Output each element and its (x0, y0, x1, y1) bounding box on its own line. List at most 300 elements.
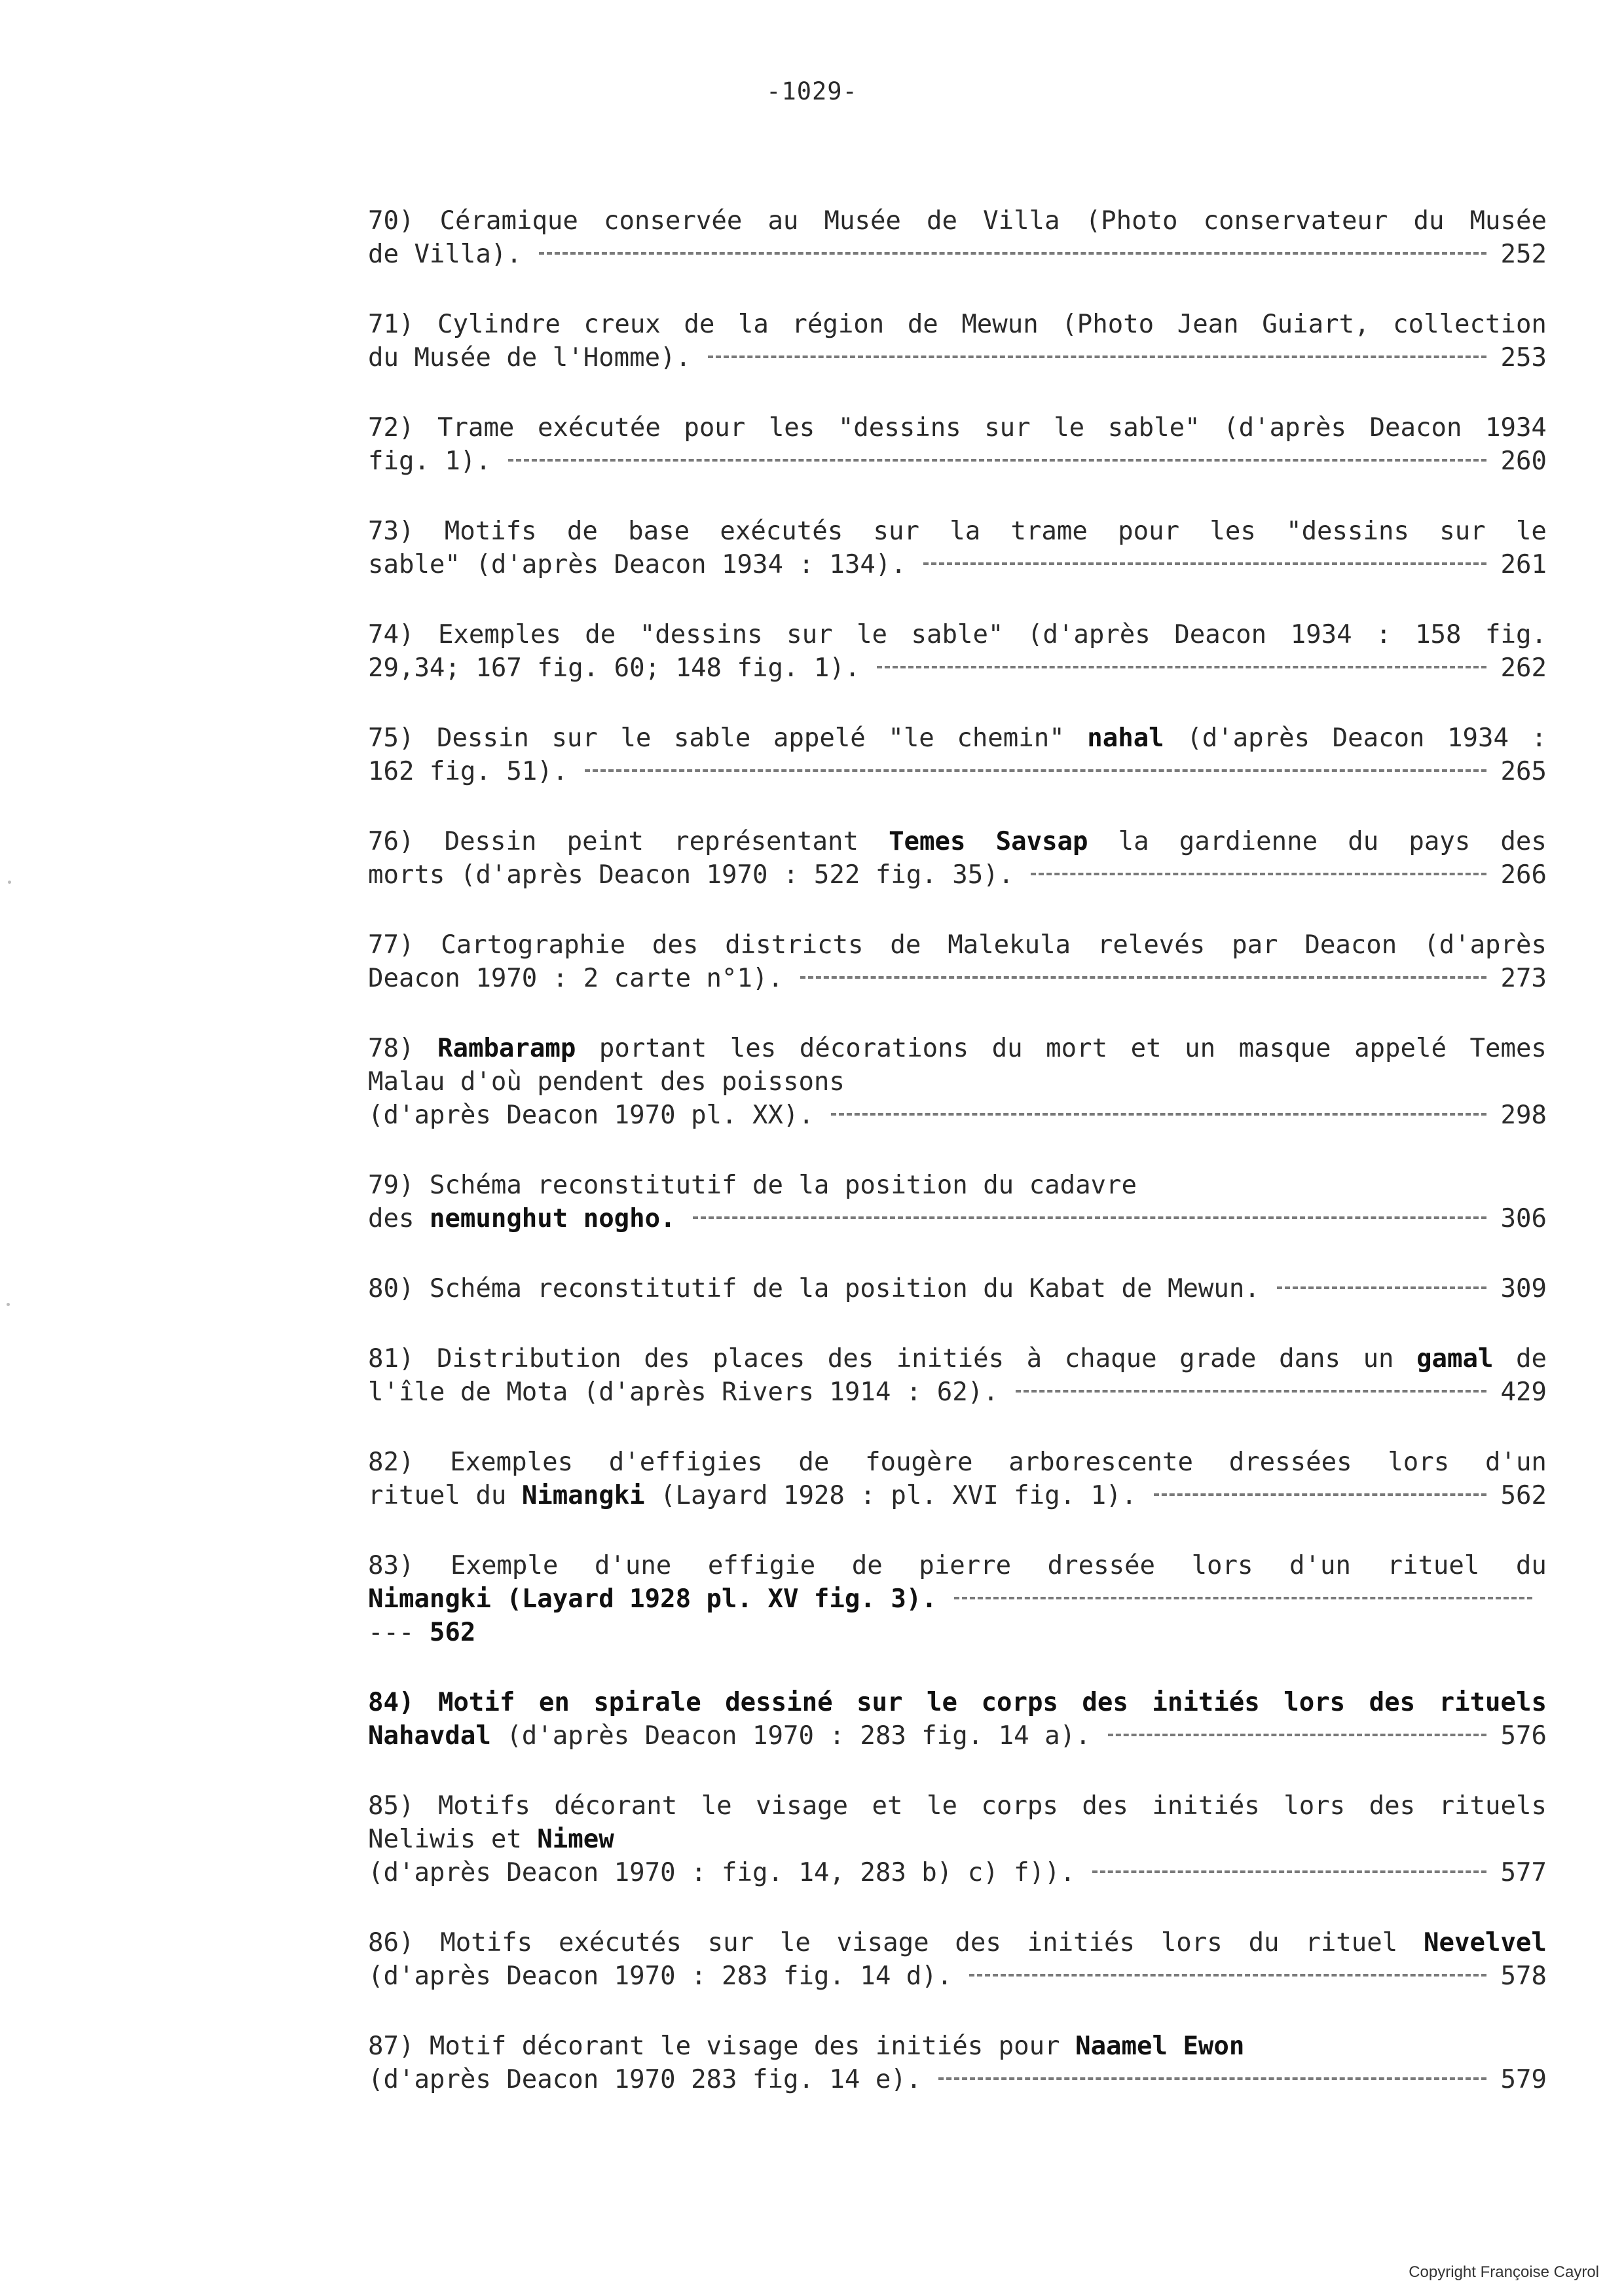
text-segment: Malau d'où pendent des poissons (368, 1067, 845, 1097)
dotted-leader (1277, 1286, 1486, 1289)
word: Exemple (450, 1551, 559, 1580)
text-segment: (d'après Deacon 1970 : 283 fig. 14 a). (490, 1721, 1091, 1751)
entry-line (368, 548, 1547, 581)
word: (Photo (1085, 206, 1178, 236)
figure-entry (368, 1549, 1547, 1649)
word: d'une (594, 1551, 672, 1580)
text-segment: rituel du (368, 1481, 522, 1510)
entry-line (368, 1065, 1547, 1099)
dotted-leader (508, 459, 1486, 462)
word: les (768, 413, 815, 443)
entry-text (368, 2030, 1244, 2063)
word: sable" (911, 620, 1004, 649)
word: Distribution (437, 1344, 621, 1374)
entry-text (368, 1272, 1260, 1305)
text-segment: morts (d'après Deacon 1970 : 522 fig. 35). (368, 860, 1014, 890)
entry-line (368, 1616, 1547, 1649)
copyright-notice: Copyright Françoise Cayrol (1409, 2263, 1599, 2281)
word: visage (756, 1791, 849, 1821)
word: grade (1179, 1344, 1257, 1374)
word: 70) (368, 206, 415, 236)
text-segment: (d'après Deacon 1970 pl. XX). (368, 1101, 814, 1130)
figure-entry (368, 825, 1547, 892)
dotted-leader (1108, 1734, 1486, 1736)
word: 71) (368, 310, 415, 339)
word: d'un (1485, 1448, 1547, 1477)
word: pierre (919, 1551, 1012, 1580)
word: des (644, 1344, 690, 1374)
word: Guiart, (1262, 310, 1370, 339)
bold-word: des (1082, 1688, 1128, 1717)
entry-line (368, 1926, 1547, 1959)
word: : (1531, 723, 1547, 753)
word: (d'après (1187, 723, 1310, 753)
text-segment: (d'après Deacon 1970 283 fig. 14 e). (368, 2065, 922, 2094)
word: "dessins (838, 413, 961, 443)
word: pays (1409, 827, 1471, 856)
bold-word: 84) (368, 1688, 415, 1717)
bold-word: initiés (1152, 1688, 1260, 1717)
dotted-leader (969, 1974, 1486, 1977)
word: la (737, 310, 769, 339)
word: initiés (1152, 1791, 1260, 1821)
word: mort (1046, 1034, 1108, 1063)
page-reference: 306 (1500, 1204, 1547, 1233)
page-reference: 579 (1500, 2065, 1547, 2094)
word: : (1376, 620, 1392, 649)
word: fig. (1485, 620, 1547, 649)
word: Malekula (948, 930, 1071, 960)
word: de (585, 620, 616, 649)
entry-text (368, 755, 568, 788)
text-segment: Neliwis et (368, 1825, 538, 1854)
figure-entry (368, 2030, 1547, 2096)
word: dressée (1047, 1551, 1156, 1580)
entry-line (368, 1856, 1547, 1889)
word: Exemples (450, 1448, 574, 1477)
word: région (792, 310, 885, 339)
word: initiés (896, 1344, 1005, 1374)
entry-line (368, 962, 1547, 995)
word: 78) (368, 1034, 415, 1063)
text-segment: (d'après Deacon 1970 : fig. 14, 283 b) c) f)). (368, 1858, 1076, 1887)
page-reference: 429 (1500, 1377, 1547, 1407)
text-segment: des (368, 1204, 430, 1233)
word: des (955, 1928, 1001, 1958)
word: conservateur (1203, 206, 1388, 236)
figure-entry (368, 618, 1547, 685)
page-reference: 298 (1500, 1101, 1547, 1130)
word: Deacon (1174, 620, 1267, 649)
figure-entry (368, 308, 1547, 374)
word: un (1185, 1034, 1216, 1063)
word: appelé (1354, 1034, 1447, 1063)
bold-word: Nevelvel (1424, 1928, 1547, 1958)
entry-line (368, 1342, 1547, 1376)
dotted-leader (923, 562, 1486, 565)
word: Motifs (440, 1928, 533, 1958)
dotted-leader (539, 252, 1486, 255)
entry-line (368, 858, 1547, 892)
text-segment: 29,34; 167 fig. 60; 148 fig. 1). (368, 653, 860, 683)
entry-line (368, 1719, 1547, 1753)
figure-entry (368, 721, 1547, 788)
word: 82) (368, 1448, 415, 1477)
word: Cartographie (441, 930, 626, 960)
word: des (1369, 1791, 1416, 1821)
word: les (729, 1034, 777, 1063)
bold-word: nahal (1087, 723, 1164, 753)
word: les (1209, 517, 1256, 546)
word: représentant (674, 827, 858, 856)
word: collection (1393, 310, 1547, 339)
word: lors (1160, 1928, 1223, 1958)
entry-text (368, 341, 691, 374)
word: lors (1191, 1551, 1253, 1580)
entry-line (368, 341, 1547, 374)
word: le (927, 1791, 957, 1821)
figure-entry (368, 204, 1547, 271)
entry-text (368, 1719, 1091, 1753)
entry-line (368, 1789, 1547, 1823)
word: de (798, 1448, 830, 1477)
page-reference: 252 (1500, 240, 1547, 269)
dotted-leader (585, 769, 1486, 772)
word: Deacon (1304, 930, 1397, 960)
text-segment: --- (368, 1618, 430, 1647)
word: 85) (368, 1791, 415, 1821)
entry-line (368, 721, 1547, 755)
word: Motifs (437, 1791, 530, 1821)
entry-text (368, 2063, 921, 2096)
dotted-leader (877, 666, 1486, 668)
text-segment: 87) Motif décorant le visage des initiés pour (368, 2032, 1076, 2061)
word: 76) (368, 827, 415, 856)
word: districts (725, 930, 864, 960)
word: Temes (1469, 1034, 1547, 1063)
entry-line (368, 204, 1547, 238)
bold-term: Nimangki (521, 1481, 645, 1510)
word: 86) (368, 1928, 415, 1958)
page-reference: 261 (1500, 550, 1547, 579)
word: arborescente (1008, 1448, 1193, 1477)
word: d'un (1289, 1551, 1351, 1580)
word: appelé (773, 723, 866, 753)
page-reference: 577 (1500, 1858, 1547, 1887)
word: Dessin (444, 827, 537, 856)
bold-word: dessiné (725, 1688, 833, 1717)
word: gardienne (1179, 827, 1318, 856)
page-reference: 265 (1500, 757, 1547, 786)
bold-term: Naamel Ewon (1075, 2032, 1245, 2061)
word: sur (984, 413, 1031, 443)
entry-text (368, 1479, 1137, 1512)
figure-entry (368, 1789, 1547, 1889)
entry-line (368, 411, 1547, 445)
entry-line (368, 1032, 1547, 1065)
entry-line (368, 651, 1547, 685)
word: Deacon (1369, 413, 1462, 443)
bold-word: Rambaramp (437, 1034, 576, 1063)
text-segment: (d'après Deacon 1970 : 283 fig. 14 d). (368, 1961, 953, 1991)
word: pour (1118, 517, 1180, 546)
page-reference: 260 (1500, 446, 1547, 476)
entry-line (368, 1376, 1547, 1409)
word: de (890, 930, 921, 960)
word: et (872, 1791, 903, 1821)
bold-term: Nimew (537, 1825, 614, 1854)
word: chaque (1064, 1344, 1157, 1374)
entry-text (368, 1202, 676, 1235)
word: de (907, 310, 938, 339)
figure-entry (368, 1926, 1547, 1993)
entry-text (368, 1616, 475, 1649)
entry-line (368, 1169, 1547, 1202)
word: d'effigies (608, 1448, 763, 1477)
word: 158 (1415, 620, 1462, 649)
word: 1934 (1290, 620, 1352, 649)
figure-entry (368, 928, 1547, 995)
word: décorant (554, 1791, 678, 1821)
word: de (927, 206, 957, 236)
word: peint (566, 827, 644, 856)
bold-word: Temes (889, 827, 966, 856)
word: sur (1439, 517, 1486, 546)
page-reference: 576 (1500, 1721, 1547, 1751)
bold-word: corps (981, 1688, 1058, 1717)
dotted-leader (1016, 1390, 1486, 1393)
word: décorations (799, 1034, 969, 1063)
text-segment: Deacon 1970 : 2 carte n°1). (368, 964, 783, 993)
word: 74) (368, 620, 415, 649)
entry-text (368, 1169, 1137, 1202)
entry-line (368, 1686, 1547, 1719)
bold-word: lors (1283, 1688, 1346, 1717)
word: lors (1283, 1791, 1346, 1821)
entry-line (368, 1202, 1547, 1235)
entry-text (368, 1823, 614, 1856)
entry-text (368, 1065, 845, 1099)
word: fougère (865, 1448, 973, 1477)
dotted-leader (693, 1216, 1486, 1219)
word: visage (836, 1928, 929, 1958)
page-reference: 253 (1500, 343, 1547, 373)
word: du (1248, 1928, 1280, 1958)
word: un (1363, 1344, 1394, 1374)
text-segment: de Villa). (368, 240, 522, 269)
entry-line (368, 755, 1547, 788)
word: "le (888, 723, 934, 753)
word: Jean (1177, 310, 1239, 339)
word: rituel (1305, 1928, 1398, 1958)
page-reference: 262 (1500, 653, 1547, 683)
word: 72) (368, 413, 415, 443)
bold-term: Nahavdal (368, 1721, 491, 1751)
word: le (1515, 517, 1547, 546)
word: 73) (368, 517, 415, 546)
word: relevés (1097, 930, 1206, 960)
figure-entry (368, 515, 1547, 581)
word: masque (1238, 1034, 1331, 1063)
entry-line (368, 825, 1547, 858)
word: des (827, 1344, 874, 1374)
entry-line (368, 1272, 1547, 1305)
word: trame (1010, 517, 1088, 546)
word: de (566, 517, 598, 546)
bold-word: gamal (1416, 1344, 1494, 1374)
word: conservée (604, 206, 743, 236)
figure-entry (368, 411, 1547, 478)
word: places (712, 1344, 805, 1374)
word: rituel (1387, 1551, 1480, 1580)
bold-word: Savsap (995, 827, 1088, 856)
entry-line (368, 2030, 1547, 2063)
page-reference: 562 (1500, 1481, 1547, 1510)
word: 81) (368, 1344, 415, 1374)
word: (d'après (1424, 930, 1547, 960)
scan-speck (7, 1303, 10, 1306)
bold-term: nemunghut nogho. (429, 1204, 676, 1233)
word: exécutée (537, 413, 661, 443)
word: base (628, 517, 690, 546)
page-reference: 273 (1500, 964, 1547, 993)
figure-entry (368, 1342, 1547, 1409)
word: 75) (368, 723, 415, 753)
entry-text (368, 651, 860, 685)
text-segment: du Musée de l'Homme). (368, 343, 692, 373)
word: creux (583, 310, 661, 339)
word: et (1130, 1034, 1162, 1063)
bold-word: des (1369, 1688, 1416, 1717)
dotted-leader (1154, 1493, 1486, 1496)
word: sur (786, 620, 833, 649)
text-segment: 162 fig. 51). (368, 757, 568, 786)
word: du (1515, 1551, 1547, 1580)
text-segment: sable" (d'après Deacon 1934 : 134). (368, 550, 906, 579)
bold-word: le (927, 1688, 957, 1717)
word: Dessin (437, 723, 529, 753)
word: sur (707, 1928, 754, 1958)
figure-entry (368, 1686, 1547, 1753)
word: de (851, 1551, 883, 1580)
dotted-leader (708, 355, 1486, 358)
word: au (767, 206, 799, 236)
entry-text (368, 962, 783, 995)
word: sur (551, 723, 598, 753)
figure-entry (368, 1272, 1547, 1305)
word: par (1232, 930, 1278, 960)
figure-entry (368, 1446, 1547, 1512)
word: rituels (1439, 1791, 1547, 1821)
entry-line (368, 445, 1547, 478)
word: exécutés (720, 517, 843, 546)
figure-entry (368, 1032, 1547, 1132)
word: Villa (983, 206, 1060, 236)
word: chemin" (957, 723, 1065, 753)
word: "dessins (639, 620, 763, 649)
word: le (701, 1791, 732, 1821)
entry-line (368, 238, 1547, 271)
entry-line (368, 618, 1547, 651)
entry-text (368, 1959, 952, 1993)
entry-line (368, 1959, 1547, 1993)
dotted-leader (954, 1597, 1532, 1599)
word: exécutés (558, 1928, 682, 1958)
entry-line (368, 1582, 1547, 1616)
entry-text (368, 238, 522, 271)
dotted-leader (831, 1113, 1486, 1116)
page-reference: 578 (1500, 1961, 1547, 1991)
entry-line (368, 1099, 1547, 1132)
word: 77) (368, 930, 415, 960)
word: le (779, 1928, 811, 1958)
word: sable (673, 723, 751, 753)
entry-line (368, 1479, 1547, 1512)
figure-entry (368, 1169, 1547, 1235)
entry-line (368, 515, 1547, 548)
bold-term: 562 (429, 1618, 476, 1647)
entry-text (368, 445, 491, 478)
text-segment: (Layard 1928 : pl. XVI fig. 1). (644, 1481, 1137, 1510)
entry-text (368, 1099, 814, 1132)
word: Deacon (1332, 723, 1425, 753)
entry-line (368, 1446, 1547, 1479)
page-reference: 266 (1500, 860, 1547, 890)
word: des (1500, 827, 1547, 856)
entry-text (368, 1582, 937, 1616)
page-number: -1029- (766, 77, 858, 105)
word: (d'après (1223, 413, 1346, 443)
page-reference: 309 (1500, 1274, 1547, 1303)
entry-line (368, 308, 1547, 341)
entry-line (368, 2063, 1547, 2096)
word: Motifs (444, 517, 537, 546)
word: portant (599, 1034, 707, 1063)
entry-text (368, 548, 906, 581)
word: des (652, 930, 699, 960)
figure-list (368, 204, 1547, 2133)
word: des (1082, 1791, 1128, 1821)
word: 1934 (1485, 413, 1547, 443)
text-segment: 79) Schéma reconstitutif de la position du cadavre (368, 1171, 1137, 1200)
word: de (684, 310, 715, 339)
word: lors (1388, 1448, 1450, 1477)
bold-word: spirale (593, 1688, 701, 1717)
word: pour (684, 413, 746, 443)
word: sur (873, 517, 919, 546)
word: du (1413, 206, 1445, 236)
word: sable" (1107, 413, 1200, 443)
word: la (950, 517, 981, 546)
word: "dessins (1286, 517, 1409, 546)
bold-word: rituels (1439, 1688, 1547, 1717)
word: le (1054, 413, 1085, 443)
entry-line (368, 928, 1547, 962)
word: (d'après (1027, 620, 1151, 649)
word: le (620, 723, 652, 753)
scan-speck (8, 881, 11, 884)
word: 1934 (1447, 723, 1509, 753)
entry-text (368, 1856, 1075, 1889)
word: le (857, 620, 888, 649)
word: effigie (707, 1551, 816, 1580)
text-segment: fig. 1). (368, 446, 491, 476)
dotted-leader (1092, 1870, 1486, 1873)
entry-text (368, 1376, 999, 1409)
text-segment: 80) Schéma reconstitutif de la position du Kabat de Mewun. (368, 1274, 1260, 1303)
entry-line (368, 1549, 1547, 1582)
word: dressées (1228, 1448, 1352, 1477)
